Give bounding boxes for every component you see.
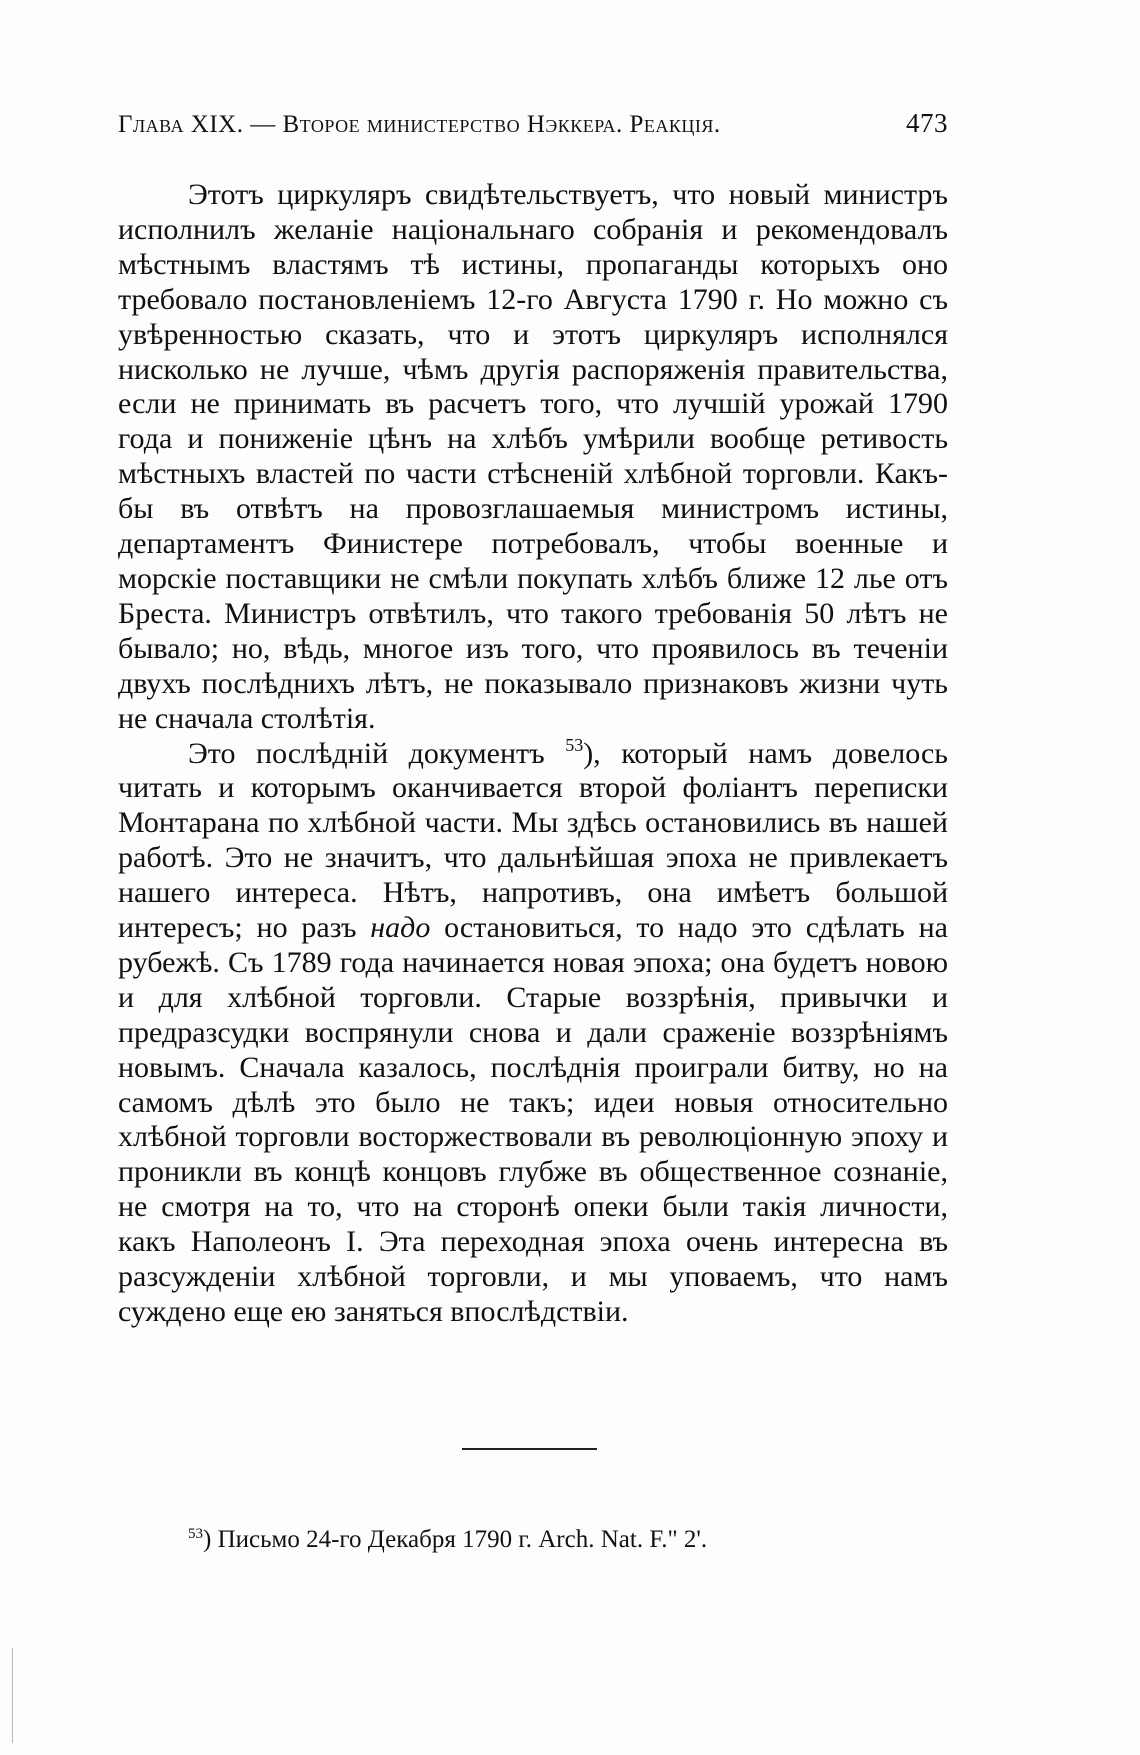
running-head xyxy=(118,108,948,148)
paragraph-2 xyxy=(118,734,948,1330)
footnote-marker: 53 xyxy=(188,1526,203,1542)
emphasized-word: надо xyxy=(370,911,431,945)
footnote xyxy=(188,1524,968,1556)
footnote-reference: 53 xyxy=(565,734,584,755)
paragraph-1: Этотъ циркуляръ свидѣтельствуетъ, что новый министръ исполнилъ желаніе національнаго собранія и рекомендовалъ мѣстнымъ властямъ тѣ истины, пропаганды которыхъ оно требовало постановленіемъ 12-го Августа 1790 г. Но можно съ увѣренностью сказать, что и этотъ циркуляръ исполнялся нисколько не лучше, чѣмъ другія распоряженія правительства, если не принимать въ расчетъ того, что лучшій урожай 1790 года и пониженіе цѣнъ на хлѣбъ умѣрили вообще ретивость мѣстныхъ властей по части стѣсненій хлѣбной торговли. Какъ-бы въ отвѣтъ на провозглашаемыя министромъ истины, департаментъ Финистере потребовалъ, чтобы военные и морскіе поставщики не смѣли покупать хлѣбъ ближе 12 лье отъ Бреста. Министръ отвѣтилъ, что такого требованія 50 лѣтъ не бывало; но, вѣдь, многое изъ того, что проявилось въ теченіи двухъ послѣднихъ лѣтъ, не показывало признаковъ жизни чуть не сначала столѣтія. xyxy=(118,178,948,735)
paragraph-2-end: остановиться, то надо это сдѣлать на рубежѣ. Съ 1789 года начинается новая эпоха; она будетъ новою и для хлѣбной торговли. Старые воззрѣнія, привычки и предразсудки воспрянули снова и дали сраженіе воззрѣніямъ новымъ. Сначала казалось, послѣднія проиграли битву, но на самомъ дѣлѣ это было не такъ; идеи новыя относительно хлѣбной торговли восторжествовали въ революціонную эпоху и проникли въ концѣ концовъ глубже въ общественное сознаніе, не смотря на то, что на сторонѣ опеки были такія личности, какъ Наполеонъ I. Эта переходная эпоха очень интересна въ разсужденіи хлѣбной торговли, и мы уповаемъ, что намъ суждено еще ею заняться впослѣдствіи. xyxy=(118,911,948,1328)
scan-margin-line xyxy=(12,1648,13,1743)
page-number: 473 xyxy=(906,108,948,138)
paragraph-2-start: Это послѣдній документъ xyxy=(188,736,566,770)
body-text xyxy=(118,178,948,1330)
paragraph-2-middle: ), который намъ довелось читать и которымъ оканчивается второй фоліантъ переписки Монтарана по хлѣбной части. Мы здѣсь остановились въ нашей работѣ. Это не значитъ, что дальнѣйшая эпоха не привлекаетъ нашего интереса. Нѣтъ, напротивъ, она имѣетъ большой интересъ; но разъ xyxy=(118,736,948,945)
footnote-separator-rule xyxy=(462,1448,597,1450)
footnote-text: ) Письмо 24-го Декабря 1790 г. Arch. Nat. F." 2'. xyxy=(203,1526,708,1553)
chapter-title: Глава XIX. — Второе министерство Нэккера. Реакція. xyxy=(118,111,721,138)
